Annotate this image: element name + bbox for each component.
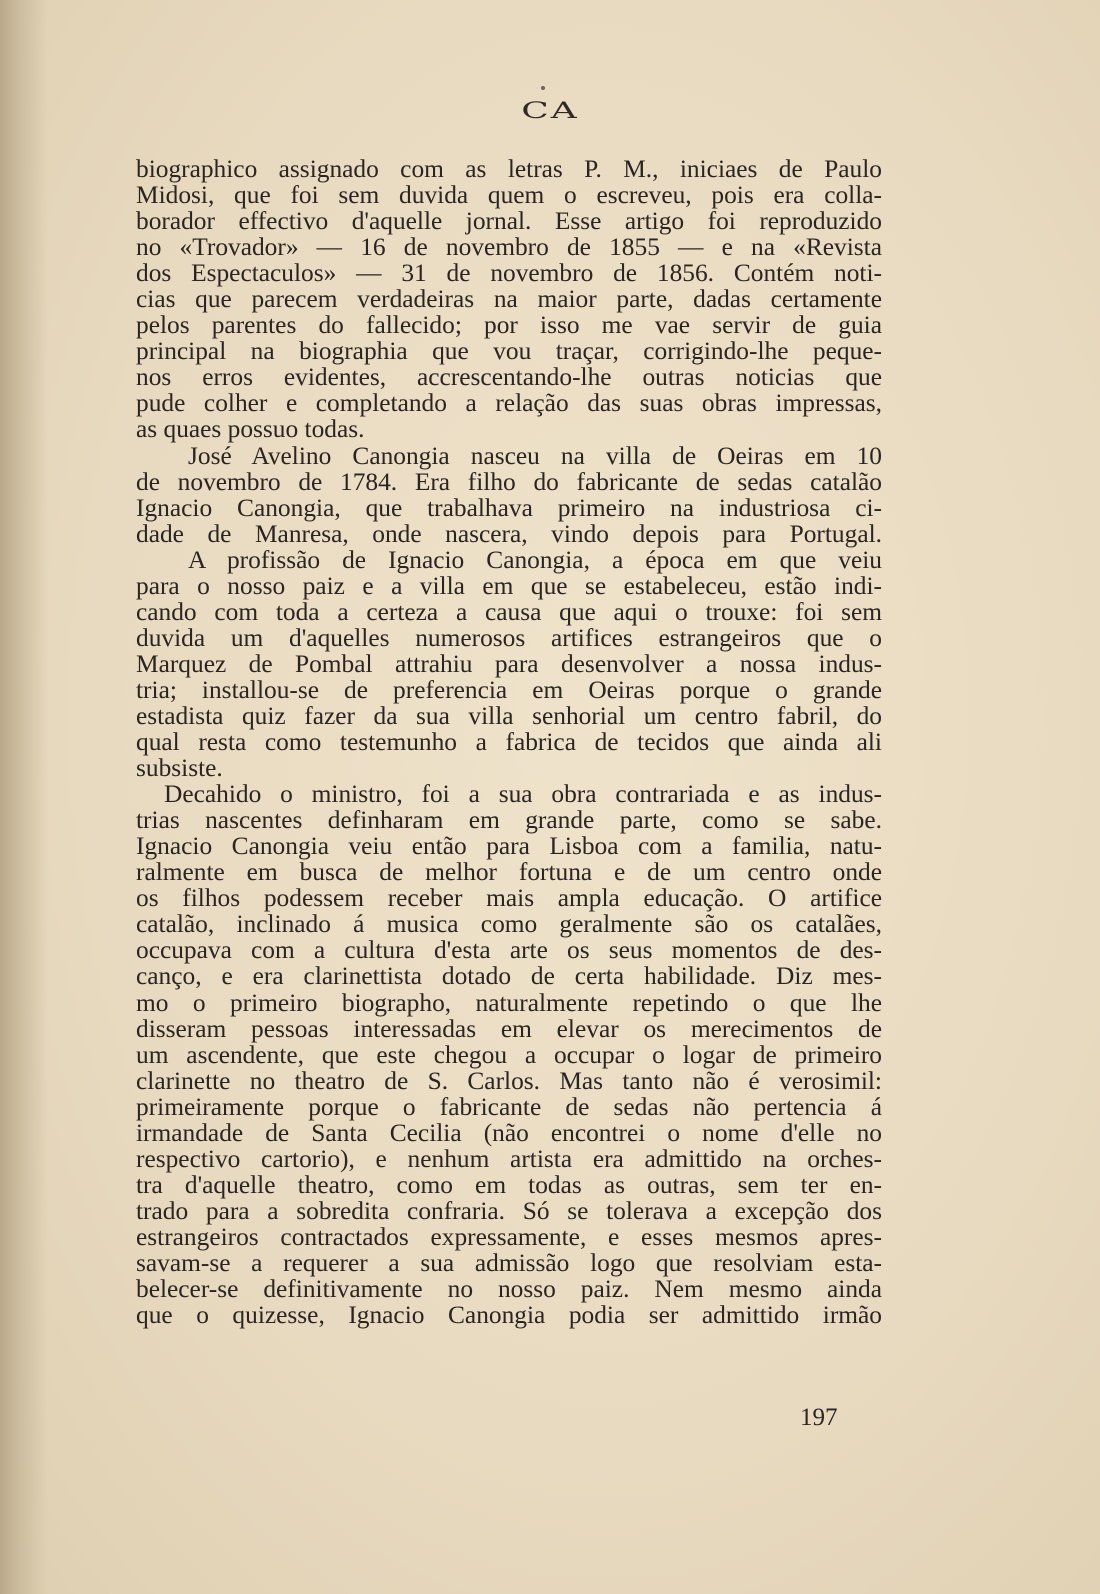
text-line: borador effectivo d'aquelle jornal. Esse artigo foi reproduzido	[136, 207, 882, 236]
text-line: dade de Manresa, onde nascera, vindo depois para Portugal.	[136, 519, 882, 548]
text-line: os filhos podessem receber mais ampla educação. O artifice	[136, 884, 882, 913]
text-line: canço, e era clarinettista dotado de certa habilidade. Diz mes-	[136, 962, 882, 991]
text-line: de novembro de 1784. Era filho do fabricante de sedas catalão	[136, 467, 882, 496]
text-line: Ignacio Canongia, que trabalhava primeiro na industriosa ci-	[136, 493, 882, 522]
text-line: principal na biographia que vou traçar, corrigindo-lhe peque-	[136, 337, 882, 366]
text-line: Marquez de Pombal attrahiu para desenvolver a nossa indus-	[136, 649, 882, 678]
ink-dot	[541, 86, 545, 90]
page-number: 197	[800, 1404, 838, 1431]
text-line: irmandade de Santa Cecilia (não encontrei o nome d'elle no	[136, 1118, 882, 1147]
text-line: no «Trovador» — 16 de novembro de 1855 — e na «Revista	[136, 233, 882, 262]
text-line: um ascendente, que este chegou a occupar o logar de primeiro	[136, 1040, 882, 1069]
text-line: savam-se a requerer a sua admissão logo que resolviam esta-	[136, 1248, 882, 1277]
text-line: mo o primeiro biographo, naturalmente repetindo o que lhe	[136, 988, 882, 1017]
text-line: que o quizesse, Ignacio Canongia podia ser admittido irmão	[136, 1301, 882, 1330]
text-line: belecer-se definitivamente no nosso paiz. Nem mesmo ainda	[136, 1275, 882, 1304]
spine-shadow	[0, 0, 48, 1594]
text-line: Ignacio Canongia veiu então para Lisboa com a familia, natu-	[136, 832, 882, 861]
text-line: pelos parentes do fallecido; por isso me vae servir de guia	[136, 311, 882, 340]
text-line: subsiste.	[136, 754, 223, 783]
text-line: estrangeiros contractados expressamente, e esses mesmos apres-	[136, 1222, 882, 1251]
text-line: disseram pessoas interessadas em elevar os merecimentos de	[136, 1014, 882, 1043]
text-line: biographico assignado com as letras P. M., iniciaes de Paulo	[136, 155, 882, 183]
text-line: trado para a sobredita confraria. Só se tolerava a excepção dos	[136, 1196, 882, 1225]
text-line: dos Espectaculos» — 31 de novembro de 1856. Contém noti-	[136, 259, 882, 288]
text-line: pude colher e completando a relação das suas obras impressas,	[136, 389, 882, 418]
text-line: para o nosso paiz e a villa em que se estabeleceu, estão indi-	[136, 571, 882, 600]
text-line: tra d'aquelle theatro, como em todas as outras, sem ter en-	[136, 1170, 882, 1199]
body-text	[136, 156, 882, 1328]
text-line: José Avelino Canongia nasceu na villa de Oeiras em 10	[188, 441, 882, 470]
text-line: catalão, inclinado á musica como geralmente são os catalães,	[136, 910, 882, 939]
text-line: estadista quiz fazer da sua villa senhorial um centro fabril, do	[136, 701, 882, 730]
text-line: occupava com a cultura d'esta arte os seus momentos de des-	[136, 936, 882, 965]
text-line: duvida um d'aquelles numerosos artifices estrangeiros que o	[136, 623, 882, 652]
text-line: respectivo cartorio), e nenhum artista era admittido na orches-	[136, 1144, 882, 1173]
text-line: qual resta como testemunho a fabrica de tecidos que ainda ali	[136, 728, 882, 757]
text-line: cias que parecem verdadeiras na maior parte, dadas certamente	[136, 285, 882, 314]
text-line: Midosi, que foi sem duvida quem o escreveu, pois era colla-	[136, 181, 882, 210]
text-line: primeiramente porque o fabricante de sedas não pertencia á	[136, 1092, 882, 1121]
text-line: A profissão de Ignacio Canongia, a época em que veiu	[188, 545, 882, 574]
running-head: CA	[521, 98, 579, 124]
text-line: clarinette no theatro de S. Carlos. Mas tanto não é verosimil:	[136, 1066, 882, 1095]
text-line: Decahido o ministro, foi a sua obra contrariada e as indus-	[164, 780, 882, 809]
text-line: as quaes possuo todas.	[136, 415, 365, 444]
text-line: trias nascentes definharam em grande parte, como se sabe.	[136, 806, 882, 835]
text-line: tria; installou-se de preferencia em Oeiras porque o grande	[136, 675, 882, 704]
text-line: nos erros evidentes, accrescentando-lhe outras noticias que	[136, 363, 882, 392]
text-line: cando com toda a certeza a causa que aqui o trouxe: foi sem	[136, 597, 882, 626]
text-line: ralmente em busca de melhor fortuna e de um centro onde	[136, 858, 882, 887]
